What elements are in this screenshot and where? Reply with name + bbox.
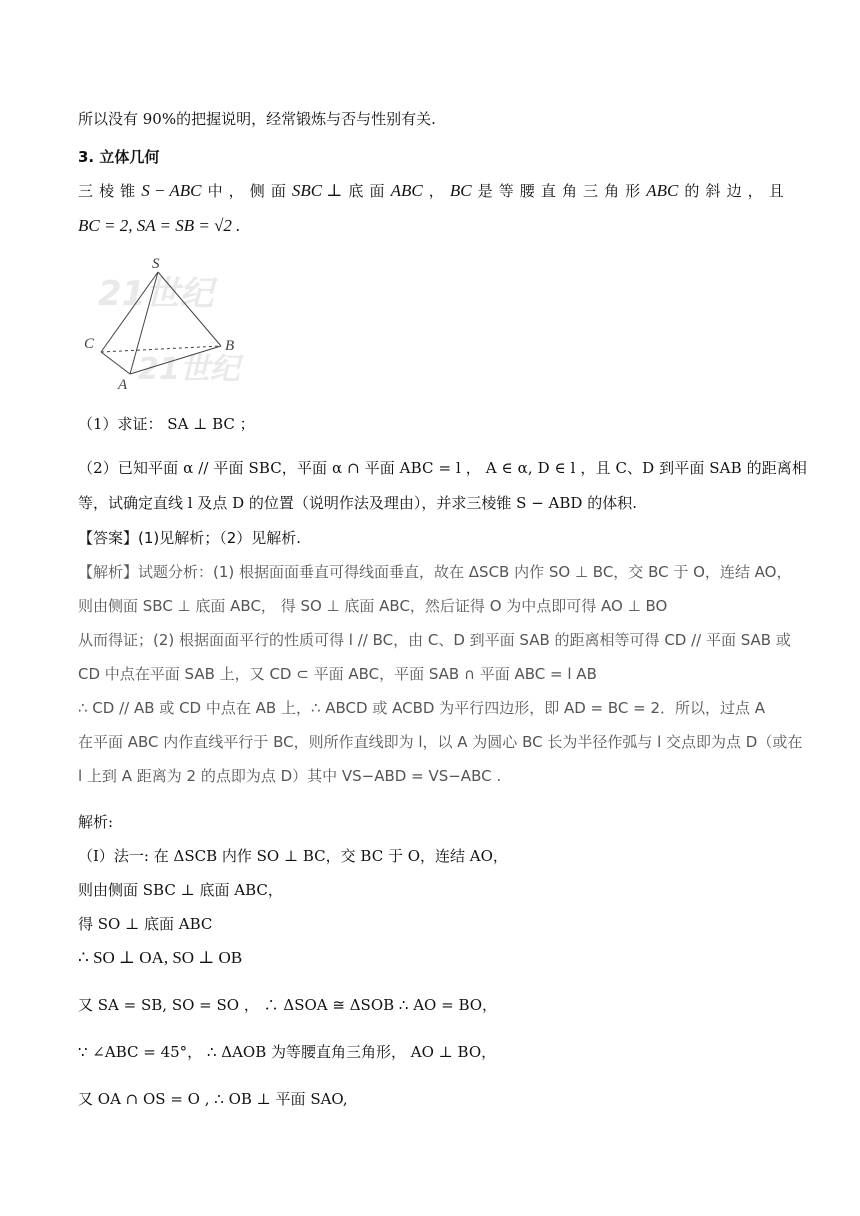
problem-token: 形 xyxy=(625,182,641,200)
problem-token: 三 xyxy=(583,182,599,200)
problem-token: 斜 xyxy=(705,182,721,200)
problem-token: 侧 xyxy=(249,182,265,200)
problem-token: 的 xyxy=(684,182,700,200)
question-2: （2）已知平面 α // 平面 SBC，平面 α ∩ 平面 ABC = l ， A ∈ α, D ∈ l ，且 C、D 到平面 SAB 的距离相 xyxy=(78,459,808,477)
text-line: 所以没有 90%的把握说明，经常锻炼与否与性别有关. xyxy=(78,110,436,128)
analysis-line: 【解析】试题分析：(1) 根据面面垂直可得线面垂直，故在 ΔSCB 内作 SO ⊥ BC，交 BC 于 O，连结 AO， xyxy=(78,563,792,581)
problem-statement-cont: BC = 2, SA = SB = √2 . xyxy=(78,216,241,235)
solution-line: 得 SO ⊥ 底面 ABC xyxy=(78,915,213,933)
analysis-line: 则由侧面 SBC ⊥ 底面 ABC， 得 SO ⊥ 底面 ABC，然后证得 O 为中点即可得 AO ⊥ BO xyxy=(78,597,668,615)
problem-token: 角 xyxy=(604,182,620,200)
question-1: （1）求证： SA ⊥ BC ； xyxy=(78,415,255,433)
problem-token: S − ABC xyxy=(141,181,202,200)
solution-heading: 解析: xyxy=(78,813,114,831)
analysis-line: CD 中点在平面 SAB 上，又 CD ⊂ 平面 ABC，平面 SAB ∩ 平面 ABC = l AB xyxy=(78,665,597,683)
problem-token: 棱 xyxy=(99,182,115,200)
problem-token: 面 xyxy=(369,182,385,200)
solution-line: ∴ SO ⊥ OA, SO ⊥ OB xyxy=(78,948,243,967)
problem-token: 直 xyxy=(540,182,556,200)
problem-token: ABC xyxy=(646,181,679,200)
analysis-line: 在平面 ABC 内作直线平行于 BC，则所作直线即为 l，以 A 为圆心 BC 长为半径作弧与 l 交点即为点 D（或在 xyxy=(78,733,803,751)
problem-token: ， xyxy=(747,182,763,200)
analysis-line: ∴ CD // AB 或 CD 中点在 AB 上，∴ ABCD 或 ACBD 为平行四边形，即 AD = BC = 2．所以，过点 A xyxy=(78,699,766,717)
problem-token: SBC ⊥ xyxy=(291,181,343,200)
problem-token: 腰 xyxy=(519,182,535,200)
question-2-cont: 等，试确定直线 l 及点 D 的位置（说明作法及理由），并求三棱锥 S − ABD 的体积. xyxy=(78,494,637,512)
problem-token: 三 xyxy=(78,182,94,200)
vertex-label-a: A xyxy=(118,377,128,392)
problem-token: 锥 xyxy=(120,182,136,200)
problem-token: BC xyxy=(449,181,472,200)
pyramid-figure xyxy=(78,252,268,392)
problem-token: 是 xyxy=(477,182,493,200)
problem-token: ABC xyxy=(390,181,423,200)
vertex-label-s: S xyxy=(152,256,160,272)
problem-token: 边 xyxy=(726,182,742,200)
problem-token: ， xyxy=(228,182,244,200)
analysis-line: 从而得证；(2) 根据面面平行的性质可得 l // BC，由 C、D 到平面 SAB 的距离相等可得 CD // 平面 SAB 或 xyxy=(78,631,791,649)
analysis-line: l 上到 A 距离为 2 的点即为点 D）其中 VS−ABD = VS−ABC . xyxy=(78,767,502,785)
answer-line: 【答案】(1)见解析；（2）见解析. xyxy=(78,529,302,547)
solution-line: 则由侧面 SBC ⊥ 底面 ABC， xyxy=(78,881,283,899)
problem-token: 底 xyxy=(348,182,364,200)
problem-token: 且 xyxy=(768,182,784,200)
vertex-label-c: C xyxy=(84,336,95,352)
problem-statement xyxy=(78,181,784,201)
solution-line: 又 SA = SB, SO = SO ， ∴ ΔSOA ≅ ΔSOB ∴ AO = BO， xyxy=(78,996,498,1014)
problem-token: 中 xyxy=(207,182,223,200)
section-heading: 3. 立体几何 xyxy=(78,148,160,166)
problem-token: 面 xyxy=(270,182,286,200)
vertex-label-b: B xyxy=(225,338,235,354)
watermark: 21世纪 xyxy=(98,274,214,314)
problem-token: 角 xyxy=(561,182,577,200)
problem-token: 等 xyxy=(498,182,514,200)
watermark: 21世纪 xyxy=(138,352,240,387)
solution-line: ∵ ∠ABC = 45°， ∴ ΔAOB 为等腰直角三角形， AO ⊥ BO， xyxy=(78,1043,497,1061)
solution-line: 又 OA ∩ OS = O , ∴ OB ⊥ 平面 SAO, xyxy=(78,1090,348,1108)
solution-line: （Ⅰ）法一: 在 ΔSCB 内作 SO ⊥ BC，交 BC 于 O，连结 AO， xyxy=(78,847,508,865)
problem-token: ， xyxy=(428,182,444,200)
